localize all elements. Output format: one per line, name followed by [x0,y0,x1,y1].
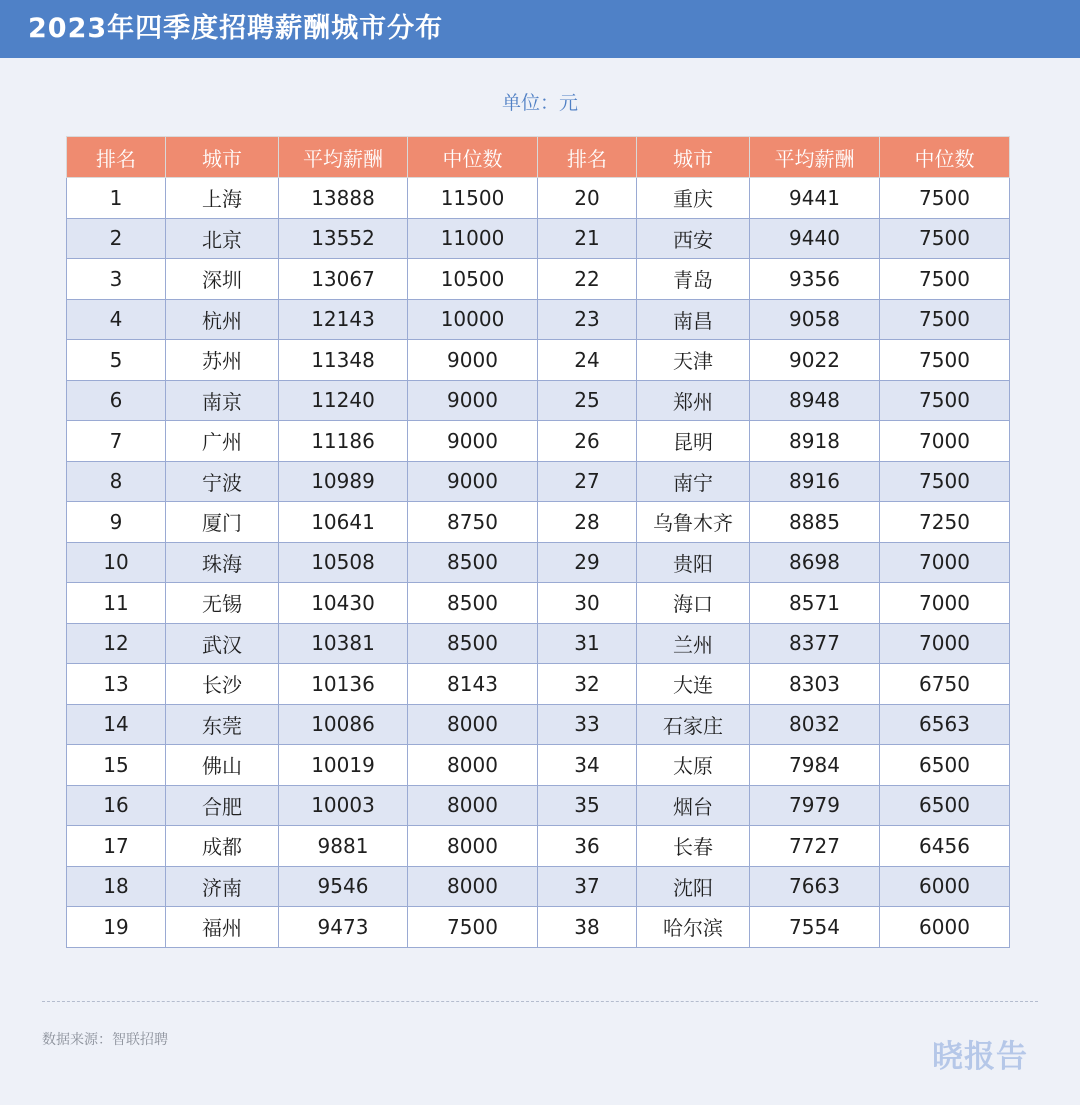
cell-rank-left: 1 [67,178,166,219]
cell-avg-salary-left: 10508 [279,542,408,583]
cell-median-right: 7500 [880,218,1010,259]
cell-rank-left: 12 [67,623,166,664]
cell-median-right: 7500 [880,380,1010,421]
cell-avg-salary-right: 8303 [750,664,880,705]
cell-median-right: 7000 [880,542,1010,583]
table-row [67,178,1010,219]
cell-city-left: 广州 [166,421,279,462]
table-row [67,785,1010,826]
cell-avg-salary-left: 11186 [279,421,408,462]
cell-city-left: 北京 [166,218,279,259]
col-header-city-left: 城市 [166,137,279,178]
table-header-row [67,137,1010,178]
cell-city-left: 珠海 [166,542,279,583]
cell-city-right: 太原 [637,745,750,786]
cell-city-right: 兰州 [637,623,750,664]
cell-rank-left: 13 [67,664,166,705]
cell-median-left: 9000 [408,421,538,462]
cell-rank-left: 17 [67,826,166,867]
table-row [67,866,1010,907]
table-row [67,502,1010,543]
page-title: 2023年四季度招聘薪酬城市分布 [28,13,444,44]
cell-avg-salary-left: 10086 [279,704,408,745]
cell-rank-right: 35 [538,785,637,826]
cell-city-left: 合肥 [166,785,279,826]
cell-city-left: 南京 [166,380,279,421]
cell-rank-right: 33 [538,704,637,745]
cell-city-right: 郑州 [637,380,750,421]
cell-rank-left: 2 [67,218,166,259]
cell-median-left: 11500 [408,178,538,219]
cell-median-left: 8000 [408,826,538,867]
cell-city-right: 石家庄 [637,704,750,745]
cell-avg-salary-left: 13552 [279,218,408,259]
cell-avg-salary-right: 7979 [750,785,880,826]
cell-avg-salary-left: 10430 [279,583,408,624]
cell-median-left: 9000 [408,340,538,381]
brand-logo: 晓报告 [932,1039,1028,1075]
cell-avg-salary-left: 13067 [279,259,408,300]
cell-avg-salary-left: 13888 [279,178,408,219]
cell-rank-left: 16 [67,785,166,826]
col-header-avg-salary-right: 平均薪酬 [750,137,880,178]
cell-avg-salary-right: 8948 [750,380,880,421]
cell-median-right: 6500 [880,785,1010,826]
cell-rank-right: 34 [538,745,637,786]
cell-rank-right: 23 [538,299,637,340]
cell-rank-right: 25 [538,380,637,421]
data-source-note: 数据来源：智联招聘 [42,1032,168,1048]
cell-rank-left: 7 [67,421,166,462]
table-row [67,907,1010,948]
cell-median-right: 7500 [880,259,1010,300]
cell-city-left: 佛山 [166,745,279,786]
cell-avg-salary-right: 7984 [750,745,880,786]
cell-rank-left: 5 [67,340,166,381]
cell-median-left: 8500 [408,623,538,664]
cell-avg-salary-right: 8377 [750,623,880,664]
cell-avg-salary-right: 8032 [750,704,880,745]
cell-city-right: 长春 [637,826,750,867]
footer-divider [42,1001,1038,1002]
cell-city-left: 杭州 [166,299,279,340]
table-body [67,178,1010,948]
cell-city-right: 天津 [637,340,750,381]
cell-avg-salary-left: 10136 [279,664,408,705]
cell-city-left: 济南 [166,866,279,907]
cell-rank-right: 20 [538,178,637,219]
cell-median-left: 8500 [408,583,538,624]
table-row [67,542,1010,583]
cell-median-right: 6750 [880,664,1010,705]
cell-city-left: 成都 [166,826,279,867]
cell-city-right: 海口 [637,583,750,624]
cell-avg-salary-right: 8916 [750,461,880,502]
cell-avg-salary-left: 10989 [279,461,408,502]
cell-median-left: 8500 [408,542,538,583]
cell-avg-salary-left: 10019 [279,745,408,786]
cell-median-left: 10000 [408,299,538,340]
cell-avg-salary-left: 11240 [279,380,408,421]
cell-rank-left: 8 [67,461,166,502]
cell-median-right: 7250 [880,502,1010,543]
cell-avg-salary-right: 9022 [750,340,880,381]
cell-avg-salary-right: 8885 [750,502,880,543]
table-row [67,623,1010,664]
cell-city-left: 厦门 [166,502,279,543]
table-row [67,380,1010,421]
cell-avg-salary-right: 7554 [750,907,880,948]
cell-median-right: 6500 [880,745,1010,786]
table-row [67,583,1010,624]
cell-median-left: 9000 [408,461,538,502]
cell-median-right: 7500 [880,340,1010,381]
cell-city-left: 无锡 [166,583,279,624]
cell-median-right: 6456 [880,826,1010,867]
cell-avg-salary-left: 10641 [279,502,408,543]
cell-city-right: 重庆 [637,178,750,219]
cell-rank-right: 27 [538,461,637,502]
table-row [67,704,1010,745]
col-header-city-right: 城市 [637,137,750,178]
cell-city-right: 西安 [637,218,750,259]
table-row [67,340,1010,381]
table-row [67,259,1010,300]
cell-avg-salary-right: 8571 [750,583,880,624]
cell-median-left: 8000 [408,704,538,745]
cell-rank-left: 4 [67,299,166,340]
title-bar [0,0,1080,58]
cell-avg-salary-left: 9473 [279,907,408,948]
table-row [67,299,1010,340]
cell-median-right: 7000 [880,421,1010,462]
cell-city-left: 武汉 [166,623,279,664]
cell-median-left: 8750 [408,502,538,543]
cell-city-right: 乌鲁木齐 [637,502,750,543]
cell-rank-left: 10 [67,542,166,583]
cell-city-right: 南昌 [637,299,750,340]
cell-median-right: 6563 [880,704,1010,745]
cell-median-left: 8000 [408,745,538,786]
cell-rank-left: 18 [67,866,166,907]
cell-avg-salary-left: 10003 [279,785,408,826]
cell-rank-left: 14 [67,704,166,745]
cell-city-right: 大连 [637,664,750,705]
cell-median-left: 7500 [408,907,538,948]
table-row [67,664,1010,705]
col-header-median-right: 中位数 [880,137,1010,178]
cell-rank-right: 31 [538,623,637,664]
cell-avg-salary-right: 9440 [750,218,880,259]
cell-median-right: 6000 [880,907,1010,948]
cell-rank-left: 15 [67,745,166,786]
table-row [67,461,1010,502]
cell-avg-salary-right: 9441 [750,178,880,219]
cell-city-left: 长沙 [166,664,279,705]
cell-rank-right: 21 [538,218,637,259]
table-row [67,218,1010,259]
cell-city-right: 烟台 [637,785,750,826]
cell-rank-left: 19 [67,907,166,948]
cell-median-right: 7000 [880,583,1010,624]
cell-avg-salary-right: 8698 [750,542,880,583]
cell-city-left: 东莞 [166,704,279,745]
cell-rank-right: 22 [538,259,637,300]
cell-rank-left: 9 [67,502,166,543]
table-row [67,421,1010,462]
cell-rank-left: 11 [67,583,166,624]
cell-median-left: 8143 [408,664,538,705]
cell-rank-right: 32 [538,664,637,705]
col-header-rank-left: 排名 [67,137,166,178]
cell-rank-left: 6 [67,380,166,421]
cell-city-left: 苏州 [166,340,279,381]
cell-city-right: 贵阳 [637,542,750,583]
cell-median-left: 8000 [408,866,538,907]
cell-avg-salary-right: 8918 [750,421,880,462]
cell-city-right: 哈尔滨 [637,907,750,948]
cell-median-left: 9000 [408,380,538,421]
cell-avg-salary-left: 11348 [279,340,408,381]
cell-city-right: 昆明 [637,421,750,462]
col-header-avg-salary-left: 平均薪酬 [279,137,408,178]
cell-rank-right: 38 [538,907,637,948]
cell-median-right: 7500 [880,299,1010,340]
unit-label: 单位：元 [501,92,578,114]
cell-median-left: 10500 [408,259,538,300]
cell-avg-salary-left: 10381 [279,623,408,664]
cell-rank-right: 29 [538,542,637,583]
cell-avg-salary-right: 9356 [750,259,880,300]
col-header-median-left: 中位数 [408,137,538,178]
cell-city-left: 宁波 [166,461,279,502]
cell-median-left: 11000 [408,218,538,259]
cell-rank-right: 36 [538,826,637,867]
col-header-rank-right: 排名 [538,137,637,178]
cell-city-left: 福州 [166,907,279,948]
cell-city-right: 沈阳 [637,866,750,907]
cell-city-left: 深圳 [166,259,279,300]
cell-avg-salary-left: 9881 [279,826,408,867]
salary-table [66,136,1010,948]
cell-median-right: 7500 [880,461,1010,502]
cell-median-right: 7500 [880,178,1010,219]
cell-rank-right: 37 [538,866,637,907]
cell-rank-right: 26 [538,421,637,462]
cell-city-left: 上海 [166,178,279,219]
cell-median-right: 6000 [880,866,1010,907]
cell-avg-salary-right: 9058 [750,299,880,340]
cell-median-right: 7000 [880,623,1010,664]
cell-rank-right: 30 [538,583,637,624]
cell-rank-right: 24 [538,340,637,381]
cell-rank-left: 3 [67,259,166,300]
table-row [67,826,1010,867]
cell-avg-salary-left: 12143 [279,299,408,340]
cell-avg-salary-right: 7727 [750,826,880,867]
cell-median-left: 8000 [408,785,538,826]
cell-city-right: 青岛 [637,259,750,300]
cell-rank-right: 28 [538,502,637,543]
table-row [67,745,1010,786]
cell-avg-salary-left: 9546 [279,866,408,907]
cell-avg-salary-right: 7663 [750,866,880,907]
cell-city-right: 南宁 [637,461,750,502]
